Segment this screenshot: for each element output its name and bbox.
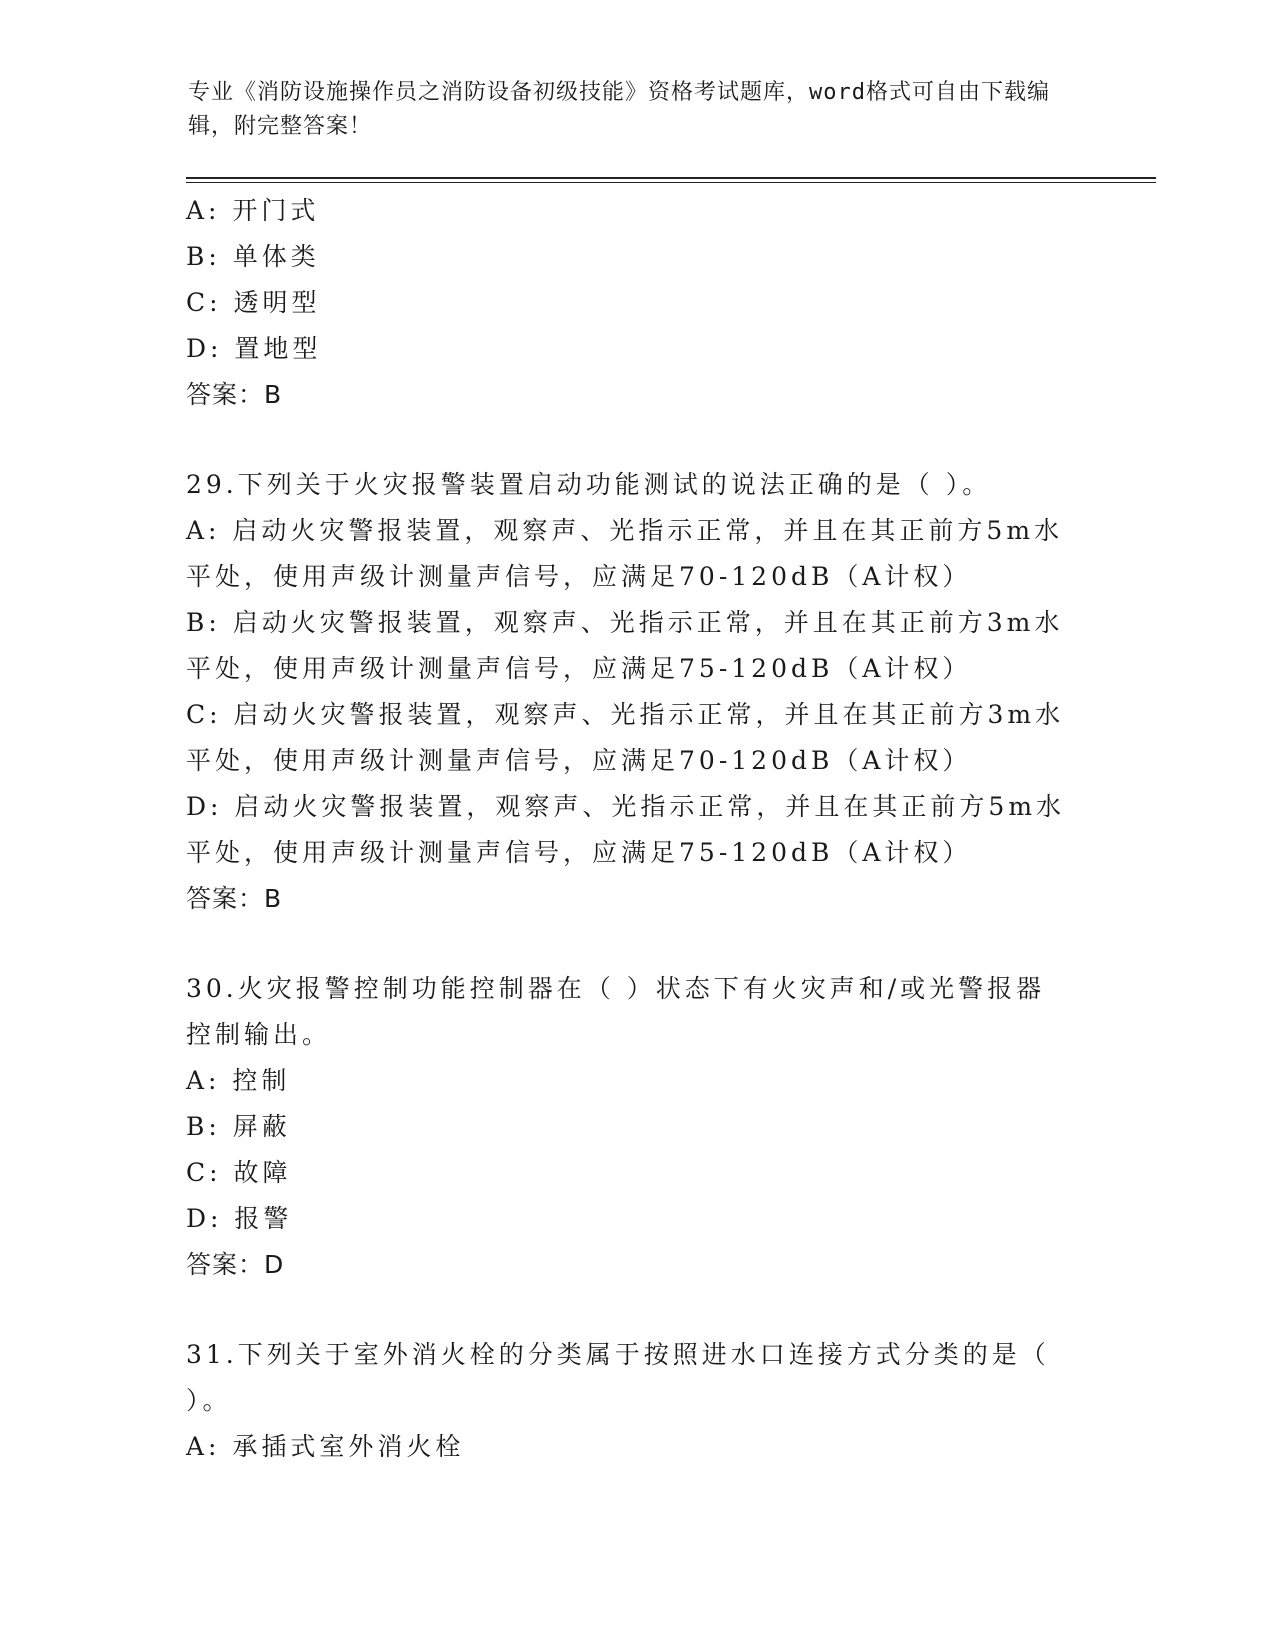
question-stem: 29.下列关于火灾报警装置启动功能测试的说法正确的是（ ）。 [186,470,992,499]
question-29-block [186,462,1066,922]
question-content [186,188,1066,1470]
question-stem: 31.下列关于室外消火栓的分类属于按照进水口连接方式分类的是（ [186,1340,1050,1369]
option-b-continued: 平处，使用声级计测量声信号，应满足75-120dB（A计权） [186,654,972,683]
option-c: C: 故障 [186,1158,292,1187]
option-d-continued: 平处，使用声级计测量声信号，应满足75-120dB（A计权） [186,838,972,867]
question-28-block [186,188,1066,418]
spacer [186,1288,1066,1332]
option-b: B: 屏蔽 [186,1112,291,1141]
option-c-continued: 平处，使用声级计测量声信号，应满足70-120dB（A计权） [186,746,972,775]
option-d: D: 报警 [186,1204,293,1233]
option-a-continued: 平处，使用声级计测量声信号，应满足70-120dB（A计权） [186,562,972,591]
spacer [186,922,1066,966]
option-b: B: 启动火灾警报装置，观察声、光指示正常，并且在其正前方3m水 [186,608,1064,637]
option-a: A: 开门式 [186,196,320,225]
spacer [186,418,1066,462]
answer-label: 答案：B [186,884,283,913]
question-stem-continued: 控制输出。 [186,1020,332,1049]
question-stem: 30.火灾报警控制功能控制器在（ ）状态下有火灾声和/或光警报器 [186,974,1046,1003]
question-stem-continued: ）。 [186,1386,232,1415]
option-c: C: 透明型 [186,288,321,317]
answer-label: 答案：D [186,1250,285,1279]
document-header: 专业《消防设施操作员之消防设备初级技能》资格考试题库，word格式可自由下载编辑，附完整答案！ [188,80,1050,139]
option-a: A: 承插式室外消火栓 [186,1432,465,1461]
option-d: D: 置地型 [186,334,322,363]
option-c: C: 启动火灾警报装置，观察声、光指示正常，并且在其正前方3m水 [186,700,1065,729]
question-30-block [186,966,1066,1288]
header-rule-thick [186,177,1156,179]
option-a: A: 启动火灾警报装置，观察声、光指示正常，并且在其正前方5m水 [186,516,1064,545]
header-rule-thin [186,182,1156,183]
answer-label: 答案：B [186,380,283,409]
option-d: D: 启动火灾警报装置，观察声、光指示正常，并且在其正前方5m水 [186,792,1066,821]
option-a: A: 控制 [186,1066,291,1095]
question-31-block [186,1332,1066,1470]
option-b: B: 单体类 [186,242,320,271]
